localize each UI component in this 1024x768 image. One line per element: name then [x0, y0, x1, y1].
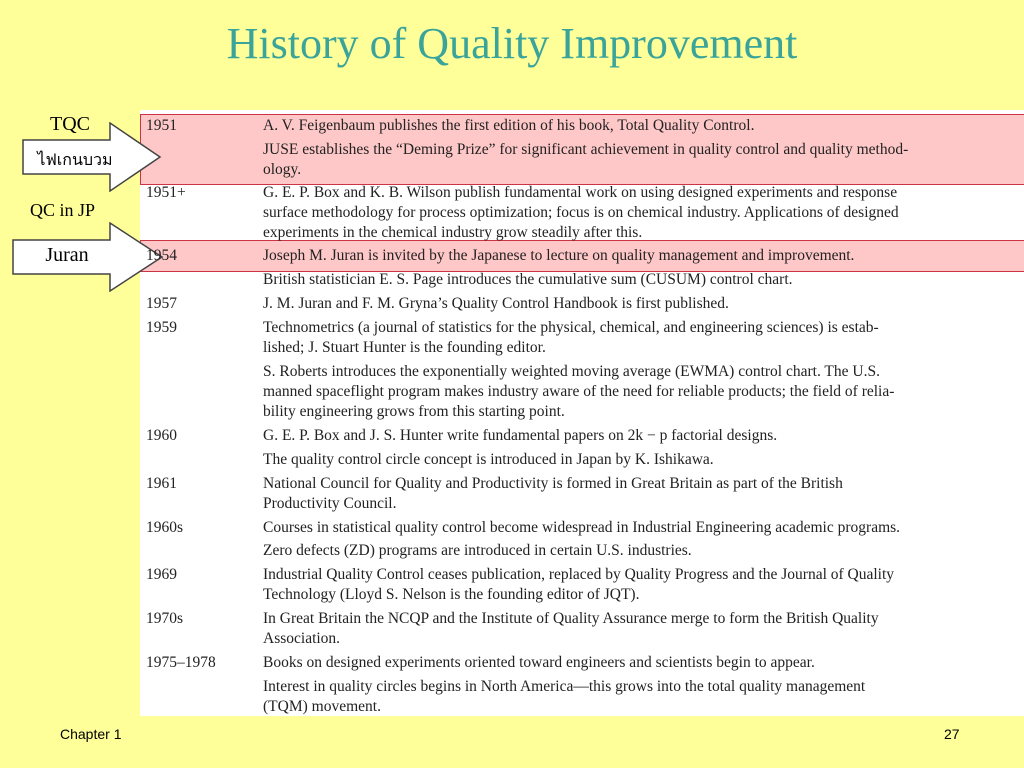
row-year: 1951+ — [146, 184, 186, 201]
row-year: 1961 — [146, 475, 177, 492]
row-text: A. V. Feigenbaum publishes the first edition of his book, Total Quality Control. — [263, 117, 755, 134]
row-year: 1951 — [146, 117, 177, 134]
row-text: Productivity Council. — [263, 495, 397, 512]
row-text: Zero defects (ZD) programs are introduced in certain U.S. industries. — [263, 542, 692, 559]
row-text: Joseph M. Juran is invited by the Japanese to lecture on quality management and improvement. — [263, 247, 855, 264]
row-year: 1975–1978 — [146, 654, 216, 671]
row-year: 1970s — [146, 610, 184, 627]
row-year: 1954 — [146, 247, 177, 264]
footer-page-number: 27 — [944, 726, 960, 742]
slide-title: History of Quality Improvement — [226, 19, 798, 68]
row-year: 1959 — [146, 319, 177, 336]
tqc-label: TQC — [50, 113, 90, 135]
row-text: Books on designed experiments oriented toward engineers and scientists begin to appear. — [263, 654, 815, 671]
row-text: Association. — [263, 630, 341, 647]
row-text: G. E. P. Box and K. B. Wilson publish fundamental work on using designed experiments and response — [263, 184, 898, 201]
row-text: Industrial Quality Control ceases publication, replaced by Quality Progress and the Journal of Quality — [263, 566, 895, 583]
row-text: lished; J. Stuart Hunter is the founding editor. — [263, 339, 546, 356]
row-text: Technometrics (a journal of statistics for the physical, chemical, and engineering sciences) is estab- — [263, 319, 879, 336]
row-text: experiments in the chemical industry grow steadily after this. — [263, 224, 643, 241]
row-text: J. M. Juran and F. M. Gryna’s Quality Control Handbook is first published. — [263, 295, 729, 312]
row-text: S. Roberts introduces the exponentially weighted moving average (EWMA) control chart. The U.S. — [263, 363, 880, 380]
row-text: (TQM) movement. — [263, 698, 381, 715]
row-text: ology. — [263, 161, 302, 178]
row-year: 1969 — [146, 566, 177, 583]
juran-label: Juran — [45, 244, 89, 266]
row-text: The quality control circle concept is introduced in Japan by K. Ishikawa. — [263, 451, 714, 468]
row-text: JUSE establishes the “Deming Prize” for significant achievement in quality control and quality method- — [263, 141, 909, 158]
row-text: surface methodology for process optimization; focus is on chemical industry. Applications of designed — [263, 204, 899, 221]
row-text: manned spaceflight program makes industry aware of the need for reliable products; the field of relia- — [263, 383, 895, 400]
footer-chapter: Chapter 1 — [60, 726, 122, 742]
row-text: National Council for Quality and Productivity is formed in Great Britain as part of the British — [263, 475, 843, 492]
row-year: 1960s — [146, 519, 184, 536]
row-year: 1960 — [146, 427, 177, 444]
qc-in-jp-label: QC in JP — [30, 200, 96, 220]
row-text: In Great Britain the NCQP and the Institute of Quality Assurance merge to form the British Quality — [263, 610, 879, 627]
row-text: British statistician E. S. Page introduces the cumulative sum (CUSUM) control chart. — [263, 271, 793, 288]
thai-label: ไฟเกนบวม — [37, 152, 113, 169]
row-text: Interest in quality circles begins in North America—this grows into the total quality management — [263, 678, 866, 695]
row-text: G. E. P. Box and J. S. Hunter write fundamental papers on 2k − p factorial designs. — [263, 427, 778, 444]
row-text: Technology (Lloyd S. Nelson is the founding editor of JQT). — [263, 586, 640, 603]
row-year: 1957 — [146, 295, 177, 312]
row-text: bility engineering grows from this starting point. — [263, 403, 565, 420]
row-text: Courses in statistical quality control become widespread in Industrial Engineering academic programs. — [263, 519, 901, 536]
